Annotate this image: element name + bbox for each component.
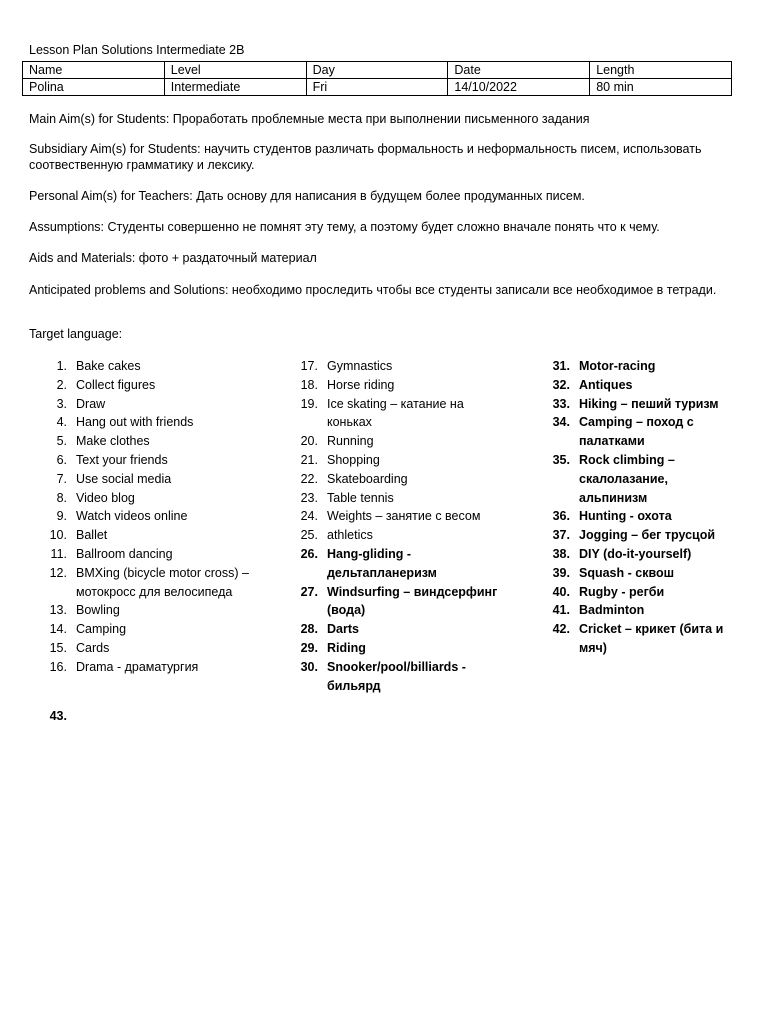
table-cell: 80 min xyxy=(590,79,732,96)
list-item xyxy=(280,470,510,489)
list-text: Squash - сквош xyxy=(579,565,675,580)
list-number: 25. xyxy=(300,528,318,543)
list-text: Motor-racing xyxy=(579,359,656,373)
list-text: Cricket – крикет (бита и мяч) xyxy=(579,622,724,655)
list-number: 19. xyxy=(300,396,318,411)
list-item xyxy=(280,639,510,658)
list-item xyxy=(280,526,510,545)
list-item xyxy=(532,564,732,583)
header-cell: Name xyxy=(23,62,165,79)
list-number: 14. xyxy=(49,622,67,637)
list-item xyxy=(29,395,249,414)
header-cell: Day xyxy=(306,62,448,79)
list-number: 21. xyxy=(300,452,318,467)
list-item xyxy=(29,639,249,658)
list-number: 9. xyxy=(56,509,67,524)
list-number: 15. xyxy=(49,640,67,655)
list-item xyxy=(280,658,510,696)
list-item xyxy=(280,395,510,433)
list-number: 24. xyxy=(300,509,318,524)
list-number: 10. xyxy=(49,528,67,543)
list-number: 8. xyxy=(56,490,67,505)
list-text: athletics xyxy=(327,528,373,543)
list-number: 2. xyxy=(56,377,67,392)
list-text: Hang out with friends xyxy=(76,415,194,430)
list-text: Text your friends xyxy=(76,452,168,467)
list-number: 1. xyxy=(56,359,67,373)
list-item xyxy=(280,507,510,526)
list-number: 22. xyxy=(300,471,318,486)
table-cell: Intermediate xyxy=(164,79,306,96)
list-item xyxy=(29,451,249,470)
list-text: Snooker/pool/billiards - бильярд xyxy=(327,659,466,693)
list-item xyxy=(532,545,732,564)
vocab-column-1 xyxy=(29,357,249,677)
list-text: Hiking – пеший туризм xyxy=(579,396,719,411)
list-text: Bake cakes xyxy=(76,359,141,373)
list-text: Table tennis xyxy=(327,490,394,505)
list-number: 26. xyxy=(300,546,318,561)
list-item xyxy=(29,507,249,526)
list-item xyxy=(532,526,732,545)
list-text: Riding xyxy=(327,640,366,655)
list-number: 28. xyxy=(300,622,318,637)
list-number: 30. xyxy=(300,659,318,674)
personal-aim: Personal Aim(s) for Teachers: Дать основу для написания в будущем более продуманных писем. xyxy=(29,189,585,203)
list-item xyxy=(29,658,249,677)
list-text: Rugby - регби xyxy=(579,584,665,599)
list-number: 12. xyxy=(49,565,67,580)
list-number: 33. xyxy=(552,396,570,411)
list-text: Camping – поход с палатками xyxy=(579,415,694,449)
list-number: 38. xyxy=(552,546,570,561)
list-text: Darts xyxy=(327,622,359,637)
list-number: 5. xyxy=(56,434,67,449)
list-number: 32. xyxy=(552,377,570,392)
list-item-empty xyxy=(29,707,76,726)
list-number: 13. xyxy=(49,603,67,618)
list-text: Collect figures xyxy=(76,377,156,392)
header-cell: Date xyxy=(448,62,590,79)
list-text: Cards xyxy=(76,640,110,655)
list-text: Ballet xyxy=(76,528,108,543)
list-text: Drama - драматургия xyxy=(76,659,199,674)
list-number: 6. xyxy=(56,452,67,467)
list-number: 7. xyxy=(56,471,67,486)
list-item xyxy=(532,620,732,658)
list-number: 43. xyxy=(49,709,67,723)
list-item xyxy=(29,489,249,508)
list-item xyxy=(280,451,510,470)
lesson-info-table xyxy=(22,61,732,96)
list-number: 39. xyxy=(552,565,570,580)
list-text: Make clothes xyxy=(76,434,150,449)
table-cell: Polina xyxy=(23,79,165,96)
vocab-column-2 xyxy=(280,357,510,695)
table-cell: Fri xyxy=(306,79,448,96)
list-number: 23. xyxy=(300,490,318,505)
list-number: 3. xyxy=(56,396,67,411)
list-text: Bowling xyxy=(76,603,120,618)
list-text: Watch videos online xyxy=(76,509,188,524)
list-text: DIY (do-it-yourself) xyxy=(579,546,692,561)
list-text: Hang-gliding - дельтапланеризм xyxy=(327,546,437,580)
list-item xyxy=(29,545,249,564)
list-number: 17. xyxy=(300,359,318,373)
list-text: Running xyxy=(327,434,374,449)
list-item xyxy=(532,601,732,620)
list-text: Hunting - охота xyxy=(579,509,672,524)
list-number: 41. xyxy=(552,603,570,618)
list-text: Antiques xyxy=(579,377,633,392)
list-item xyxy=(532,413,732,451)
list-item xyxy=(29,526,249,545)
list-item xyxy=(280,545,510,583)
list-text: Camping xyxy=(76,622,127,637)
list-item xyxy=(29,470,249,489)
list-item xyxy=(280,432,510,451)
list-item xyxy=(29,601,249,620)
list-number: 34. xyxy=(552,415,570,430)
list-text: Video blog xyxy=(76,490,135,505)
list-item xyxy=(280,357,510,376)
header-cell: Level xyxy=(164,62,306,79)
list-item xyxy=(29,432,249,451)
list-number: 27. xyxy=(300,584,318,599)
assumptions: Assumptions: Студенты совершенно не помнят эту тему, а поэтому будет сложно вначале понять что к чему. xyxy=(29,220,660,234)
list-number: 20. xyxy=(300,434,318,449)
list-number: 35. xyxy=(552,452,570,467)
list-number: 4. xyxy=(56,415,67,430)
list-item xyxy=(532,451,732,507)
list-text: Ballroom dancing xyxy=(76,546,173,561)
list-number: 11. xyxy=(50,546,67,561)
list-text: Jogging – бег трусцой xyxy=(579,528,716,543)
table-cell: 14/10/2022 xyxy=(448,79,590,96)
list-item xyxy=(29,413,249,432)
list-item xyxy=(280,583,510,621)
list-text: Horse riding xyxy=(327,377,395,392)
target-language-label: Target language: xyxy=(29,327,123,341)
list-number: 42. xyxy=(552,622,570,637)
aids-materials: Aids and Materials: фото + раздаточный материал xyxy=(29,251,317,265)
page-title: Lesson Plan Solutions Intermediate 2B xyxy=(29,43,245,57)
list-item xyxy=(29,376,249,395)
anticipated-problems: Anticipated problems and Solutions: необходимо проследить чтобы все студенты записали все необходимое в тетради. xyxy=(29,283,717,297)
list-item xyxy=(532,395,732,414)
vocab-column-3 xyxy=(532,357,732,658)
list-text: BMXing (bicycle motor cross) – мотокросс для велосипеда xyxy=(76,565,249,599)
list-text: Windsurfing – виндсерфинг (вода) xyxy=(327,584,498,618)
list-text: Use social media xyxy=(76,471,172,486)
list-item xyxy=(532,507,732,526)
main-aim: Main Aim(s) for Students: Проработать проблемные места при выполнении письменного задания xyxy=(29,112,590,126)
list-number: 37. xyxy=(552,528,570,543)
list-text: Ice skating – катание на коньках xyxy=(327,396,464,430)
list-text: Shopping xyxy=(327,452,380,467)
header-cell: Length xyxy=(590,62,732,79)
table-header-row xyxy=(23,62,732,79)
table-row xyxy=(23,79,732,96)
list-item xyxy=(280,489,510,508)
list-text: Gymnastics xyxy=(327,359,393,373)
list-number: 40. xyxy=(552,584,570,599)
list-text: Weights – занятие с весом xyxy=(327,509,481,524)
list-number: 31. xyxy=(552,359,570,373)
list-item xyxy=(532,357,732,376)
list-item xyxy=(29,357,249,376)
subsidiary-aim: Subsidiary Aim(s) for Students: научить студентов различать формальность и неформальность писем, использовать соотвественную грамматику и лексику. xyxy=(29,142,702,172)
list-item xyxy=(532,583,732,602)
list-text: Skateboarding xyxy=(327,471,408,486)
list-number: 18. xyxy=(300,377,318,392)
list-number: 29. xyxy=(300,640,318,655)
list-text: Draw xyxy=(76,396,106,411)
list-item xyxy=(280,376,510,395)
list-number: 36. xyxy=(552,509,570,524)
list-text: Badminton xyxy=(579,603,645,618)
list-item xyxy=(280,620,510,639)
list-item xyxy=(29,620,249,639)
list-item xyxy=(29,564,249,602)
list-item xyxy=(532,376,732,395)
list-number: 16. xyxy=(49,659,67,674)
list-text: Rock climbing – скалолазание, альпинизм xyxy=(579,452,675,505)
